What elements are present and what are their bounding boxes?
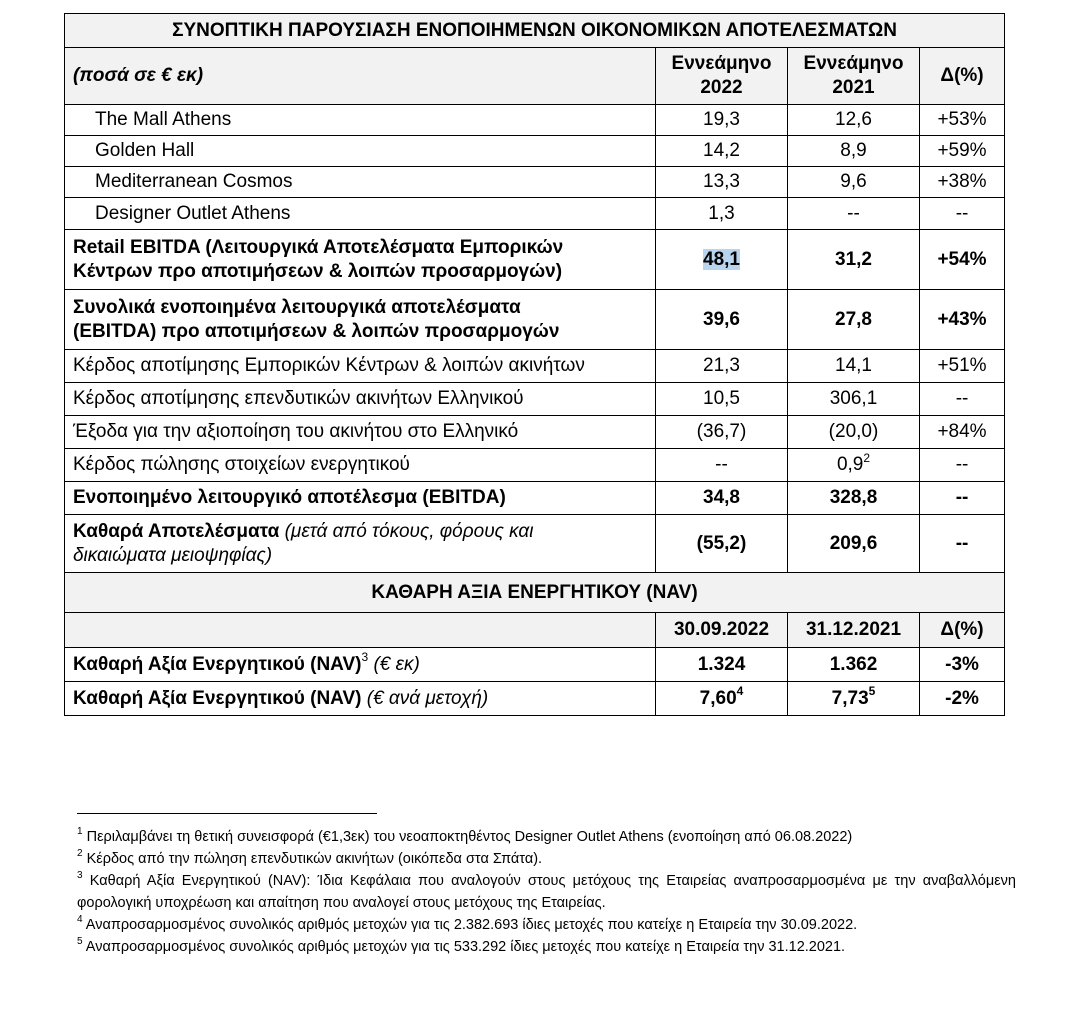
row-label: [65, 648, 656, 682]
value-2021: (20,0): [788, 416, 920, 449]
value-2021: 9,6: [788, 167, 920, 198]
table-title: ΣΥΝΟΠΤΙΚΗ ΠΑΡΟΥΣΙΑΣΗ ΕΝΟΠΟΙΗΜΕΝΩΝ ΟΙΚΟΝΟΜΙΚΩΝ ΑΠΟΤΕΛΕΣΜΑΤΩΝ: [65, 14, 1005, 48]
highlighted-value[interactable]: 48,1: [703, 248, 740, 270]
delta-value: --: [920, 482, 1005, 515]
footnote-ref: 2: [863, 450, 871, 465]
table-header-row: [65, 48, 1005, 105]
row-label: The Mall Athens: [65, 105, 656, 136]
value-2022: 1,3: [656, 198, 788, 230]
footnote-text: Καθαρή Αξία Ενεργητικού (NAV): Ίδια Κεφάλαια που αναλογούν στους μετόχους της Εταιρείας αναπροσαρμοσμένα με την αναβαλλόμενη φορολογική υποχρέωση και απαίτηση που αναλογεί στους μετόχους της Εταιρείας.: [77, 873, 1016, 911]
row-label-bold: Καθαρή Αξία Ενεργητικού (NAV): [73, 687, 362, 709]
table-row-total-ebitda: [65, 290, 1005, 350]
nav-value-2: 1.362: [788, 648, 920, 682]
footnote-text: Αναπροσαρμοσμένος συνολικός αριθμός μετοχών για τις 533.292 ίδιες μετοχές που κατείχε η Εταιρεία την 31.12.2021.: [82, 939, 846, 955]
row-label: Golden Hall: [65, 136, 656, 167]
column-header-2021: [788, 48, 920, 105]
value-2022: 34,8: [656, 482, 788, 515]
column-header-2021-line1: Εννεάμηνο: [803, 53, 904, 74]
delta-value: +53%: [920, 105, 1005, 136]
delta-value: +43%: [920, 290, 1005, 350]
value-text: 7,60: [699, 687, 737, 709]
footnote-number: 5: [77, 936, 83, 948]
row-label-line2: δικαιώματα μειοψηφίας): [73, 544, 273, 566]
value-2022: (55,2): [656, 515, 788, 573]
value-2021: 209,6: [788, 515, 920, 573]
delta-value: --: [920, 383, 1005, 416]
footnote-2: [77, 848, 1016, 870]
value-2022: 14,2: [656, 136, 788, 167]
nav-value-1: [656, 682, 788, 716]
value-text: 0,9: [836, 454, 864, 475]
value-text: 7,73: [831, 687, 869, 709]
value-2022: 21,3: [656, 350, 788, 383]
nav-row: [65, 648, 1005, 682]
footnote-number: 4: [77, 914, 83, 926]
row-label-line2: (EBITDA) προ αποτιμήσεων & λοιπών προσαρμογών: [73, 320, 560, 342]
row-label: [65, 290, 656, 350]
nav-title-row: [65, 573, 1005, 613]
nav-column-header-delta: Δ(%): [920, 613, 1005, 648]
row-label-line2: Κέντρων προ αποτιμήσεων & λοιπών προσαρμογών): [73, 260, 563, 282]
table-row: [65, 105, 1005, 136]
footnote-separator: [77, 813, 377, 814]
nav-header-row: [65, 613, 1005, 648]
table-row-net-results: [65, 515, 1005, 573]
delta-value: --: [920, 515, 1005, 573]
value-2021: 328,8: [788, 482, 920, 515]
delta-value: --: [920, 198, 1005, 230]
delta-value: +54%: [920, 230, 1005, 290]
delta-value: +84%: [920, 416, 1005, 449]
table-row: [65, 136, 1005, 167]
footnote-text: Κέρδος από την πώληση επενδυτικών ακινήτων (οικόπεδα στα Σπάτα).: [82, 851, 543, 867]
financial-summary-table: [64, 13, 1005, 716]
footnote-number: 2: [77, 848, 83, 860]
row-label-italic: (μετά από τόκους, φόρους και: [279, 520, 534, 542]
table-row-retail-ebitda: [65, 230, 1005, 290]
row-label-line1: Retail EBITDA (Λειτουργικά Αποτελέσματα Εμπορικών: [73, 236, 564, 258]
nav-column-header-1: 30.09.2022: [656, 613, 788, 648]
delta-value: --: [920, 449, 1005, 482]
value-2022: 10,5: [656, 383, 788, 416]
footnote-3: [77, 870, 1016, 914]
row-label-line1: Συνολικά ενοποιημένα λειτουργικά αποτελέσματα: [73, 296, 521, 318]
footnote-number: 1: [77, 826, 83, 838]
row-label: [65, 515, 656, 573]
unit-label: (ποσά σε € εκ): [65, 48, 656, 105]
value-2022: [656, 230, 788, 290]
table-row: [65, 198, 1005, 230]
value-2021: 306,1: [788, 383, 920, 416]
footnote-text: Αναπροσαρμοσμένος συνολικός αριθμός μετοχών για τις 2.382.693 ίδιες μετοχές που κατείχε η Εταιρεία την 30.09.2022.: [82, 917, 858, 933]
table-row-consolidated-ebitda: [65, 482, 1005, 515]
table-row: [65, 383, 1005, 416]
row-label-bold: Καθαρά Αποτελέσματα: [73, 520, 280, 542]
row-label: Έξοδα για την αξιοποίηση του ακινήτου στο Ελληνικό: [65, 416, 656, 449]
footnote-1: [77, 826, 1016, 848]
row-label-bold: Καθαρή Αξία Ενεργητικού (NAV): [73, 653, 362, 675]
value-2021: [788, 449, 920, 482]
footnote-ref: 5: [868, 684, 876, 699]
nav-value-1: 1.324: [656, 648, 788, 682]
value-2022: 39,6: [656, 290, 788, 350]
table-row: [65, 350, 1005, 383]
value-2021: 8,9: [788, 136, 920, 167]
nav-value-2: [788, 682, 920, 716]
table-row: [65, 416, 1005, 449]
column-header-2022-line2: 2022: [700, 77, 743, 98]
value-2021: 27,8: [788, 290, 920, 350]
row-label: [65, 682, 656, 716]
delta-value: -3%: [920, 648, 1005, 682]
value-2021: --: [788, 198, 920, 230]
row-label: Designer Outlet Athens: [65, 198, 656, 230]
row-label: Κέρδος αποτίμησης επενδυτικών ακινήτων Ελληνικού: [65, 383, 656, 416]
column-header-2021-line2: 2021: [832, 77, 875, 98]
delta-value: -2%: [920, 682, 1005, 716]
value-2021: 14,1: [788, 350, 920, 383]
row-label: Mediterranean Cosmos: [65, 167, 656, 198]
value-2022: 19,3: [656, 105, 788, 136]
nav-row: [65, 682, 1005, 716]
row-label: Κέρδος πώλησης στοιχείων ενεργητικού: [65, 449, 656, 482]
table-title-row: [65, 14, 1005, 48]
footnote-5: [77, 936, 1016, 958]
delta-value: +51%: [920, 350, 1005, 383]
column-header-2022-line1: Εννεάμηνο: [671, 53, 772, 74]
footnote-4: [77, 914, 1016, 936]
row-label: [65, 230, 656, 290]
table-row: [65, 449, 1005, 482]
delta-value: +38%: [920, 167, 1005, 198]
value-2022: (36,7): [656, 416, 788, 449]
footnote-ref: 3: [361, 650, 369, 665]
value-2022: --: [656, 449, 788, 482]
footnote-number: 3: [77, 870, 83, 882]
footnote-text: Περιλαμβάνει τη θετική συνεισφορά (€1,3εκ) του νεοαποκτηθέντος Designer Outlet Athens (ενοποίηση από 06.08.2022): [82, 829, 853, 845]
delta-value: +59%: [920, 136, 1005, 167]
column-header-delta: Δ(%): [920, 48, 1005, 105]
footnote-ref: 4: [736, 684, 744, 699]
column-header-2022: [656, 48, 788, 105]
row-label: Κέρδος αποτίμησης Εμπορικών Κέντρων & λοιπών ακινήτων: [65, 350, 656, 383]
nav-column-header-2: 31.12.2021: [788, 613, 920, 648]
value-2021: 12,6: [788, 105, 920, 136]
value-2021: 31,2: [788, 230, 920, 290]
nav-header-blank: [65, 613, 656, 648]
row-label-italic: (€ ανά μετοχή): [361, 687, 489, 709]
row-label: Ενοποιημένο λειτουργικό αποτέλεσμα (EBITDA): [65, 482, 656, 515]
footnotes: [77, 826, 1016, 958]
nav-section-title: ΚΑΘΑΡΗ ΑΞΙΑ ΕΝΕΡΓΗΤΙΚΟΥ (NAV): [65, 573, 1005, 613]
value-2022: 13,3: [656, 167, 788, 198]
row-label-italic: (€ εκ): [368, 653, 420, 675]
table-row: [65, 167, 1005, 198]
